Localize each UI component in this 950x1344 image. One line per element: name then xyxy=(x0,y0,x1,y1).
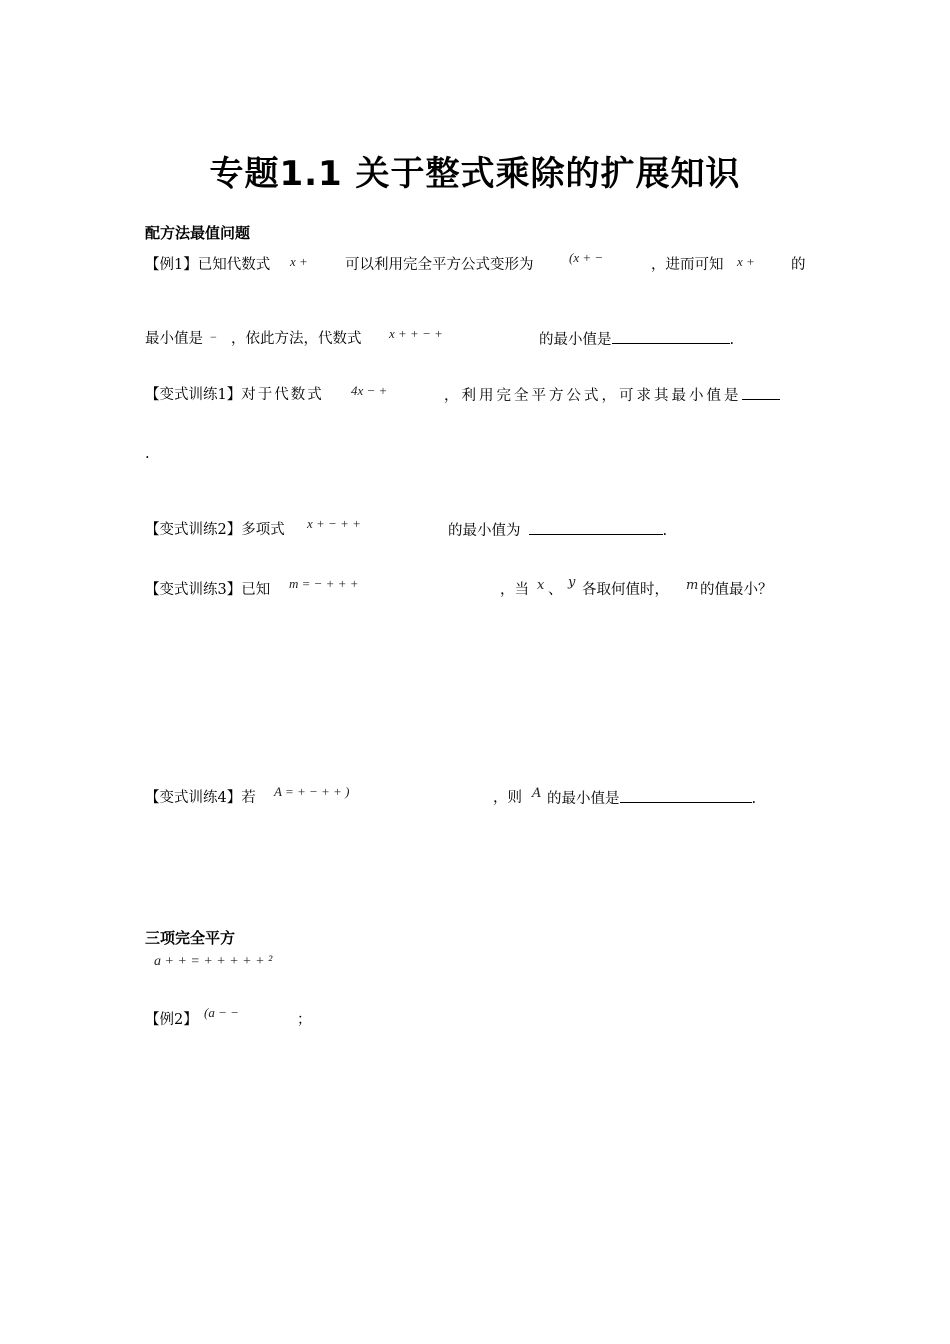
variant4-math-A: A xyxy=(532,786,542,801)
variant4-text-a: 若 xyxy=(241,790,256,806)
variant3-text-d: 各取何值时， xyxy=(582,582,669,598)
variant1-answer-blank[interactable] xyxy=(742,385,780,400)
example1-math-a: x + xyxy=(290,254,308,269)
variant3-label: 【变式训练3】 xyxy=(145,582,242,598)
variant4-line xyxy=(145,788,256,808)
variant2-label: 【变式训练2】 xyxy=(145,522,242,538)
variant3-math-x: x xyxy=(537,578,545,593)
variant1-text-c: . xyxy=(145,446,150,462)
variant4-text-b: ，则 xyxy=(493,790,522,806)
variant2-text-a: 多项式 xyxy=(241,522,285,538)
variant1-text-b: ，利用完全平方公式，可求其最小值是 xyxy=(444,388,742,404)
example1-math-d: − xyxy=(210,330,217,344)
variant4-text-c: 的最小值是 xyxy=(547,791,620,807)
variant1-text-a: 对于代数式 xyxy=(241,387,324,403)
variant4-answer-blank[interactable] xyxy=(620,788,752,803)
variant2-line xyxy=(145,520,285,540)
variant2-text-b: 的最小值为 xyxy=(448,523,521,539)
section-heading-trinomial-square: 三项完全平方 xyxy=(145,929,236,947)
trinomial-square-formula: a + + = + + + + + ² xyxy=(154,954,273,969)
variant1-math-a: 4x − + xyxy=(351,383,388,398)
section-heading-completing-square: 配方法最值问题 xyxy=(145,224,251,242)
variant2-answer-line xyxy=(448,520,667,541)
page-title: 专题1.1 关于整式乘除的扩展知识 xyxy=(209,154,741,194)
example1-text-b: 可以利用完全平方公式变形为 xyxy=(345,257,534,273)
example1-math-b: (x + − xyxy=(569,250,604,265)
example1-text-d: 的 xyxy=(791,257,806,273)
example1-text-c: ，进而可知 xyxy=(651,257,724,273)
variant1-line xyxy=(145,385,324,405)
variant2-text-c: . xyxy=(662,523,668,539)
variant3-text-b: ，当 xyxy=(500,582,529,598)
variant3-math-y: y xyxy=(568,575,576,590)
example1-line1 xyxy=(145,255,270,275)
variant4-answer-line xyxy=(547,788,756,809)
example1-text-a: 已知代数式 xyxy=(197,257,271,273)
variant3-math-a: m = − + + + xyxy=(289,576,359,591)
variant3-line xyxy=(145,580,270,600)
variant2-math-a: x + − + + xyxy=(307,516,361,531)
example2-label: 【例2】 xyxy=(145,1012,198,1028)
example1-text-f: ，依此方法，代数式 xyxy=(231,331,362,347)
example2-line xyxy=(145,1010,198,1030)
example1-text-e: 最小值是 xyxy=(145,331,203,347)
variant3-text-a: 已知 xyxy=(241,582,271,598)
example1-math-e: x + + − + xyxy=(389,326,443,341)
variant4-math-a: A = + − + + ) xyxy=(274,784,350,799)
example2-math-a: (a − − xyxy=(204,1005,239,1020)
example1-text-g: 的最小值是 xyxy=(539,332,612,348)
example1-text-h: . xyxy=(729,332,735,348)
variant4-label: 【变式训练4】 xyxy=(145,790,242,806)
example1-answer-blank[interactable] xyxy=(612,329,730,344)
example1-answer-line xyxy=(539,329,734,350)
variant2-answer-blank[interactable] xyxy=(529,520,663,535)
example1-math-c: x + xyxy=(737,254,755,269)
variant3-text-c: 、 xyxy=(548,582,563,598)
variant1-answer-line xyxy=(444,385,780,406)
example1-label: 【例1】 xyxy=(145,257,198,273)
variant4-text-d: . xyxy=(751,791,757,807)
variant1-label: 【变式训练1】 xyxy=(145,387,242,403)
example2-text-a: ； xyxy=(297,1012,312,1028)
variant3-math-m: m xyxy=(686,578,699,593)
variant3-text-e: 的值最小？ xyxy=(700,582,773,598)
